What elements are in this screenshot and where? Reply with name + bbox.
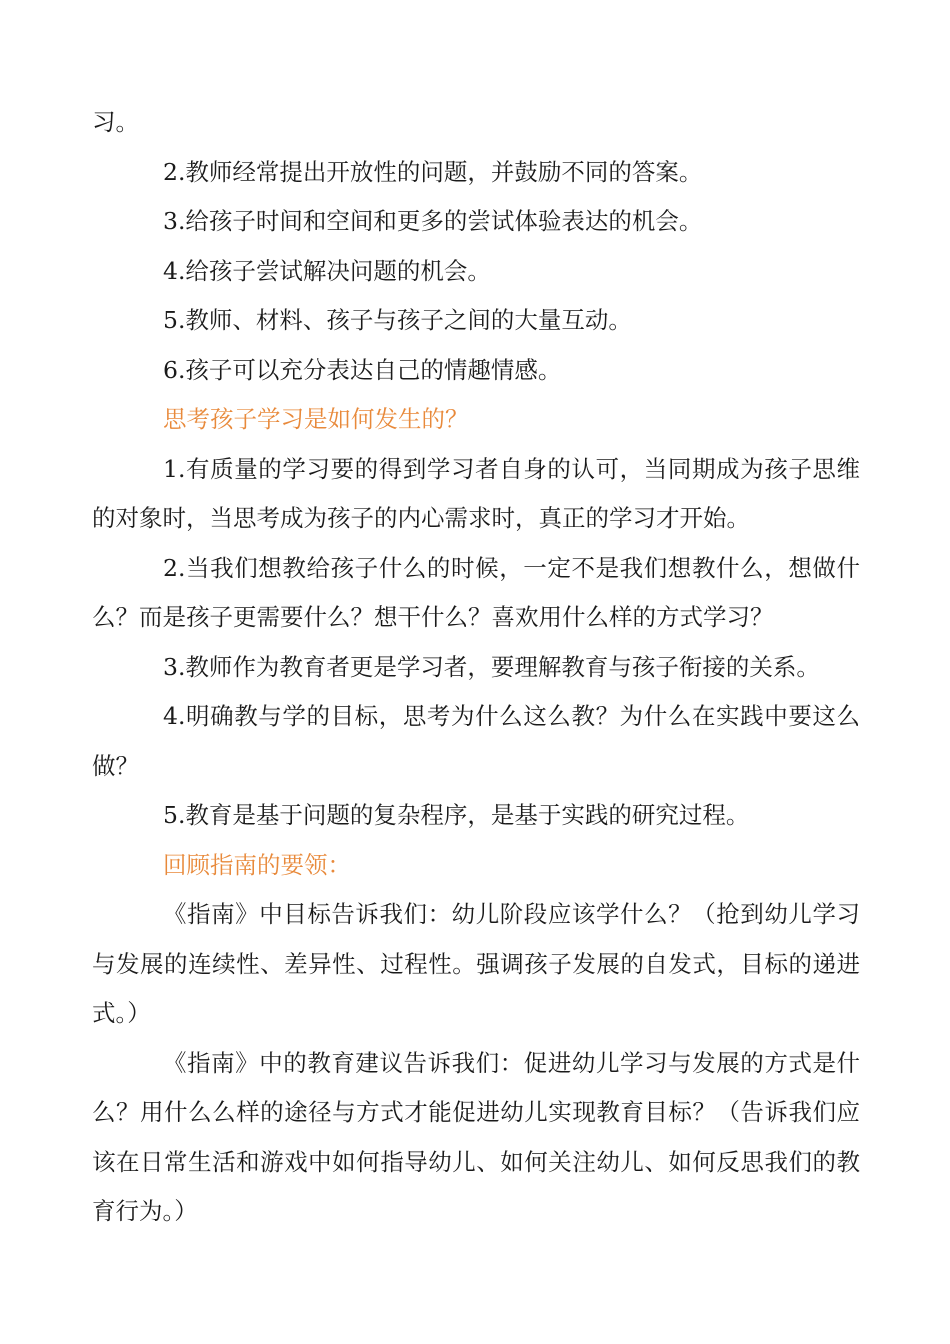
list-item-5: 5.教师、材料、孩子与孩子之间的大量互动。 xyxy=(163,306,632,334)
list-item-2: 2.教师经常提出开放性的问题，并鼓励不同的答案。 xyxy=(163,157,703,186)
guide-paragraph-suggestions: 《指南》中的教育建议告诉我们：促进幼儿学习与发展的方式是什么？用什么么样的途径与方式才能促进幼儿实现教育目标？（告诉我们应该在日常生活和游戏中如何指导幼儿、如何关注幼儿、如何反思我们的教育行为。） xyxy=(92,1048,860,1225)
guide-paragraph-goals: 《指南》中目标告诉我们：幼儿阶段应该学什么？（抢到幼儿学习与发展的连续性、差异性、过程性。强调孩子发展的自发式，目标的递进式。） xyxy=(92,900,860,1027)
learning-item-5: 5.教育是基于问题的复杂程序，是基于实践的研究过程。 xyxy=(163,801,750,829)
section-heading-learning: 思考孩子学习是如何发生的？ xyxy=(163,405,469,433)
list-item-6: 6.孩子可以充分表达自己的情趣情感。 xyxy=(163,355,562,384)
list-item-3: 3.给孩子时间和空间和更多的尝试体验表达的机会。 xyxy=(163,207,703,235)
learning-item-3: 3.教师作为教育者更是学习者，要理解教育与孩子衔接的关系。 xyxy=(163,652,820,681)
list-item-4: 4.给孩子尝试解决问题的机会。 xyxy=(163,256,491,285)
learning-item-2: 2.当我们想教给孩子什么的时候，一定不是我们想教什么，想做什么？而是孩子更需要什么？想干什么？喜欢用什么样的方式学习？ xyxy=(92,553,860,631)
section-heading-guide: 回顾指南的要领： xyxy=(163,850,351,879)
paragraph-continuation: 习。 xyxy=(92,108,139,136)
learning-item-4: 4.明确教与学的目标，思考为什么这么教？为什么在实践中要这么做？ xyxy=(92,702,860,780)
learning-item-1: 1.有质量的学习要的得到学习者自身的认可，当同期成为孩子思维的对象时，当思考成为孩子的内心需求时，真正的学习才开始。 xyxy=(92,454,860,532)
document-page xyxy=(92,98,860,1237)
